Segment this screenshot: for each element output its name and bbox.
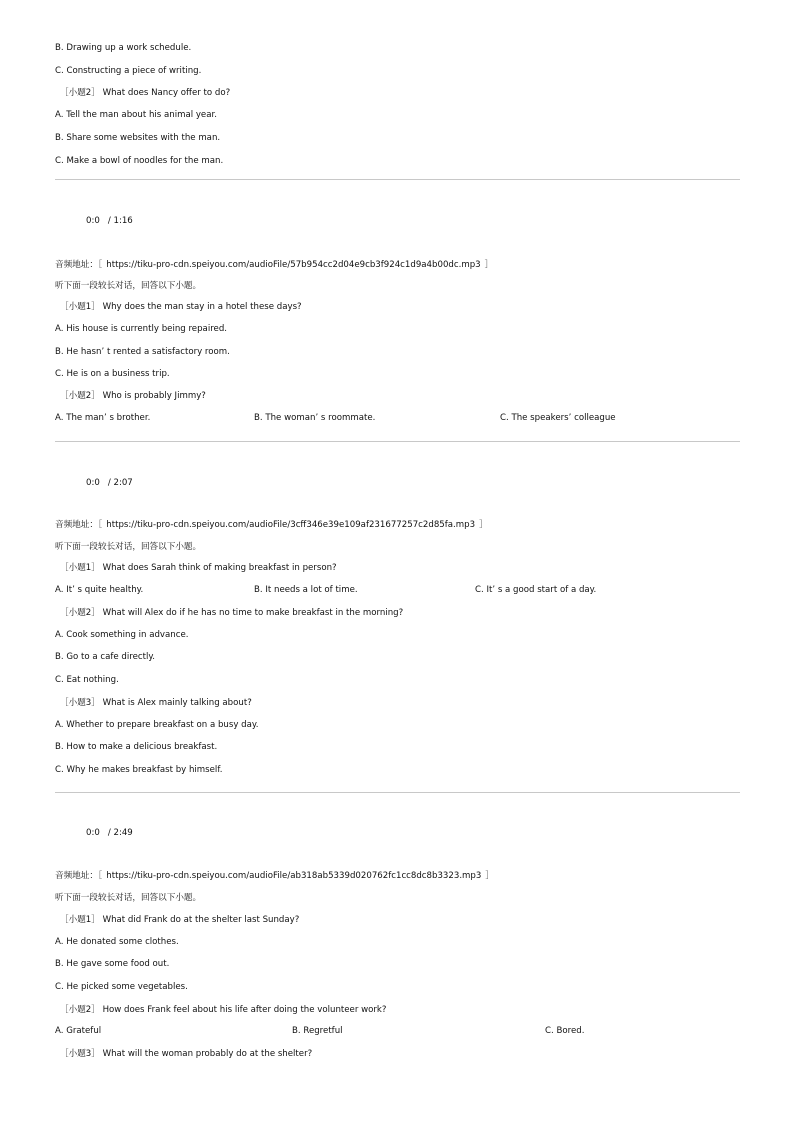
bracket-close: ］ (484, 260, 494, 270)
question-2-option-b: B. Share some websites with the man. (55, 133, 221, 143)
question-2-option-c: C. Bored. (545, 1026, 585, 1036)
question-1-option-a: A. He donated some clothes. (55, 937, 179, 947)
question-1-option-b: B. He hasn’ t rented a satisfactory room. (55, 347, 230, 357)
question-3: ［小题3］ What is Alex mainly talking about? (60, 698, 252, 708)
question-2: ［小题2］ How does Frank feel about his life after doing the volunteer work? (60, 1005, 387, 1015)
instruction: 听下面一段较长对话，回答以下小题。 (55, 281, 202, 291)
question-2: ［小题2］ What does Nancy offer to do? (60, 88, 231, 98)
audio-url-link[interactable]: https://tiku-pro-cdn.speiyou.com/audioFile/57b954cc2d04e9cb3f924c1d9a4b00dc.mp3 (106, 260, 481, 270)
question-1-option-c: C. He is on a business trip. (55, 369, 170, 379)
audio-source-label: 音频地址： (55, 871, 98, 881)
audio-source (55, 259, 493, 271)
question-1-option-c: C. He picked some vegetables. (55, 982, 188, 992)
audio-url-link[interactable]: https://tiku-pro-cdn.speiyou.com/audioFile/ab318ab5339d020762fc1cc8dc8b3323.mp3 (106, 871, 482, 881)
question-2: ［小题2］ Who is probably Jimmy? (60, 391, 206, 401)
question-2-option-a: A. The man’ s brother. (55, 413, 151, 423)
question-1: ［小题1］ What does Sarah think of making breakfast in person? (60, 563, 337, 573)
question-1-option-b: B. He gave some food out. (55, 959, 170, 969)
audio-url-link[interactable]: https://tiku-pro-cdn.speiyou.com/audioFile/3cff346e39e109af231677257c2d85fa.mp3 (106, 520, 476, 530)
bracket-open: ［ (97, 871, 103, 881)
audio-total-time: / 2:07 (107, 478, 133, 488)
question-2-option-a: A. Grateful (55, 1026, 102, 1036)
instruction: 听下面一段较长对话，回答以下小题。 (55, 542, 202, 552)
question-3: ［小题3］ What will the woman probably do at the shelter? (60, 1049, 313, 1059)
question-1-option-c: C. It’ s a good start of a day. (475, 585, 597, 595)
question-1: ［小题1］ What did Frank do at the shelter last Sunday? (60, 915, 300, 925)
option-c: C. Constructing a piece of writing. (55, 66, 202, 76)
audio-source-label: 音频地址： (55, 520, 98, 530)
bracket-close: ］ (479, 520, 488, 530)
option-b: B. Drawing up a work schedule. (55, 43, 192, 53)
question-2-option-c: C. Make a bowl of noodles for the man. (55, 156, 224, 166)
audio-source (55, 519, 488, 531)
audio-source-label: 音频地址： (55, 260, 98, 270)
question-3-option-b: B. How to make a delicious breakfast. (55, 742, 218, 752)
question-2-option-a: A. Cook something in advance. (55, 630, 189, 640)
section-divider (55, 441, 740, 442)
bracket-close: ］ (485, 871, 494, 881)
audio-current-time: 0:0 (86, 478, 100, 488)
audio-player[interactable] (86, 478, 133, 488)
bracket-open: ［ (97, 520, 103, 530)
audio-total-time: / 1:16 (107, 216, 133, 226)
question-2: ［小题2］ What will Alex do if he has no time to make breakfast in the morning? (60, 608, 404, 618)
audio-current-time: 0:0 (86, 216, 100, 226)
section-divider (55, 792, 740, 793)
question-1-option-a: A. His house is currently being repaired. (55, 324, 228, 334)
section-divider (55, 179, 740, 180)
question-1-option-b: B. It needs a lot of time. (254, 585, 358, 595)
bracket-open: ［ (97, 260, 103, 270)
audio-total-time: / 2:49 (107, 828, 133, 838)
question-2-option-c: C. The speakers’ colleague (500, 413, 616, 423)
audio-player[interactable] (86, 828, 133, 838)
question-2-option-b: B. Go to a cafe directly. (55, 652, 155, 662)
question-3-option-c: C. Why he makes breakfast by himself. (55, 765, 223, 775)
audio-player[interactable] (86, 216, 133, 226)
question-1-option-a: A. It’ s quite healthy. (55, 585, 144, 595)
question-3-option-a: A. Whether to prepare breakfast on a busy day. (55, 720, 259, 730)
instruction: 听下面一段较长对话，回答以下小题。 (55, 893, 202, 903)
question-2-option-a: A. Tell the man about his animal year. (55, 110, 217, 120)
question-2-option-c: C. Eat nothing. (55, 675, 119, 685)
question-2-option-b: B. The woman’ s roommate. (254, 413, 376, 423)
question-1: ［小题1］ Why does the man stay in a hotel these days? (60, 302, 302, 312)
question-2-option-b: B. Regretful (292, 1026, 343, 1036)
audio-current-time: 0:0 (86, 828, 100, 838)
audio-source (55, 870, 494, 882)
